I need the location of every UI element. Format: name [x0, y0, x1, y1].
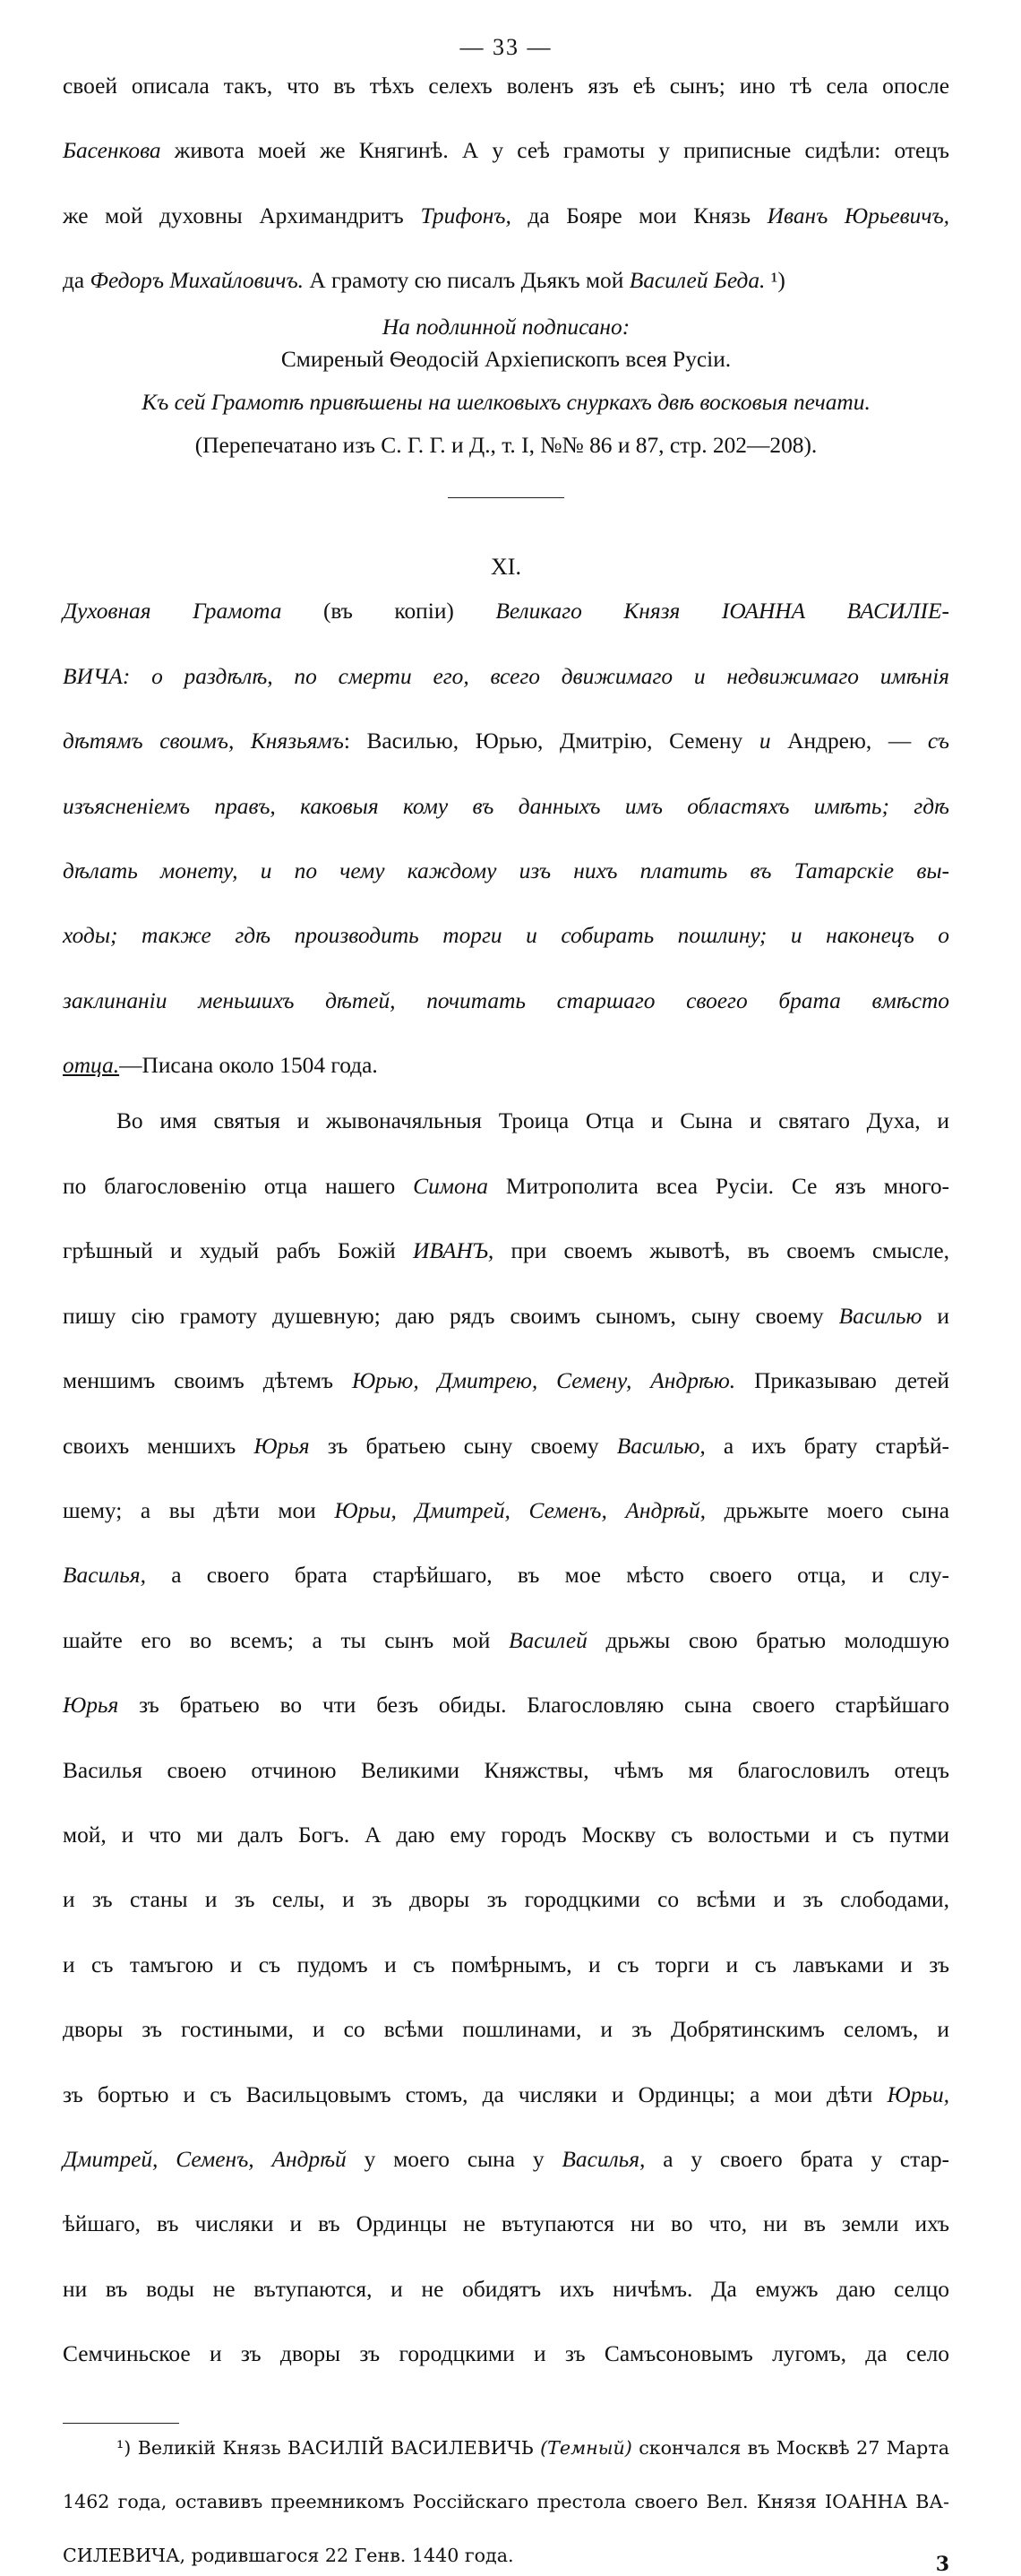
text-span: живота моей же Княгинѣ. А у сеѣ грамоты у приписные сидѣли: отецъ	[160, 138, 949, 164]
text-span: ни въ воды не вътупаются, и не обидятъ ихъ ничѣмъ. Да емужъ даю селцо	[63, 2276, 949, 2302]
italic-name: Юрья	[63, 1693, 119, 1719]
title-span: и	[759, 728, 771, 754]
italic-name: Юрьи,	[887, 2081, 949, 2107]
text-span: Во имя святыя и жывоначяльныя Троица Отца и Сына и святаго Духа, и	[116, 1108, 949, 1134]
body-line	[63, 1105, 949, 1169]
text-span: дворы зъ гостиными, и со всѣми пошлинами, и зъ Добрятинскимъ селомъ, и	[63, 2017, 949, 2043]
title-line: изъясненіемъ правъ, каковыя кому въ данныхъ имъ областяхъ имѣть; гдѣ	[63, 793, 949, 819]
reprint-note: (Перепечатано изъ С. Г. Г. и Д., т. I, №№ 86 и 87, стр. 202—208).	[194, 433, 818, 459]
text-span: мой, и что ми далъ Богъ. А даю ему городъ Москву съ волостьми и съ путми	[63, 1822, 949, 1848]
italic-name: Симона	[413, 1173, 488, 1199]
text-span	[254, 2147, 272, 2172]
body-line	[63, 1495, 949, 1559]
signature-heading: На подлинной подписано:	[382, 314, 631, 340]
body-line	[63, 1754, 949, 1819]
opening-paragraph	[63, 70, 949, 297]
text-span: пишу сію грамоту душевную; даю рядъ своимъ сыномъ, сыну своему	[63, 1303, 839, 1329]
text-span: же мой духовны Архимандритъ	[63, 202, 421, 228]
footnote	[63, 2434, 949, 2569]
text-span: своей описала такъ, что въ тѣхъ селехъ воленъ язъ еѣ сынъ; ино тѣ села опосле	[63, 73, 949, 99]
text-span: зъ братьею сыну своему	[309, 1433, 617, 1459]
body-line	[63, 1300, 949, 1365]
text-span: и съ тамъгою и съ пудомъ и съ помѣрнымъ, и съ торги и съ лавъками и зъ	[63, 1951, 949, 1977]
footnote-span: (Темный)	[540, 2436, 632, 2459]
text-span: а своего брата старѣйшаго, въ мое мѣсто своего отца, и слу-	[145, 1563, 949, 1589]
title-span: (въ копіи)	[281, 599, 496, 625]
title-line	[63, 725, 949, 789]
text-span: ѣйшаго, въ числяки и въ Ординцы не вътупаются ни во что, ни въ земли ихъ	[63, 2211, 949, 2237]
section-number: XI.	[491, 554, 521, 581]
italic-name: ИВАНЪ,	[412, 1238, 494, 1264]
title-span: ВИЧА	[63, 663, 123, 689]
text-span: зъ бортью и съ Васильцовымъ стомъ, да числяки и Ординцы; а мои дѣти	[63, 2081, 888, 2107]
text-span: грѣшный и худый рабъ Божій	[63, 1238, 413, 1264]
body-line	[63, 2143, 949, 2208]
title-line: заклинаніи меньшихъ дѣтей, почитать старшаго своего брата вмѣсто	[63, 987, 949, 1013]
body-line	[63, 1170, 949, 1235]
text-span: Митрополита всеа Русіи. Се язъ много-	[488, 1173, 949, 1199]
text-span: а ихъ брату старѣй-	[705, 1433, 950, 1459]
italic-name: Василью,	[616, 1433, 706, 1459]
text-span: Приказываю детей	[735, 1368, 949, 1394]
document-page	[63, 34, 950, 2576]
italic-name: Трифонъ,	[420, 202, 511, 228]
body-line	[63, 1624, 949, 1689]
document-title	[63, 595, 949, 1081]
italic-name: Василья,	[63, 1563, 146, 1589]
italic-name: Василью	[838, 1303, 922, 1329]
signature-name: Смиреный Ѳеодосій Архіепископъ всея Русіи.	[280, 347, 732, 373]
page-number: — 33 —	[459, 34, 553, 60]
body-line	[63, 1689, 949, 1753]
text-span: да	[63, 268, 90, 294]
footnote-span: ¹) Великій Князь ВАСИЛІЙ ВАСИЛЕВИЧЬ	[116, 2436, 541, 2459]
italic-name: Андрѣй	[271, 2146, 347, 2172]
title-span: дѣтямъ своимъ, Князьямъ	[63, 728, 344, 754]
footnote-line: 1462 года, оставивъ преемникомъ Россійскаго престола своего Вел. Князя ІОАННА ВА-	[63, 2490, 949, 2512]
body-line	[63, 1365, 949, 1429]
body-line	[63, 2338, 949, 2402]
italic-name: Юрью, Дмитрею, Семену, Андрѣю.	[351, 1368, 736, 1394]
italic-name: Василей	[508, 1627, 588, 1653]
text-span: и	[922, 1303, 949, 1329]
body-line	[63, 2079, 949, 2143]
title-line	[63, 595, 949, 659]
body-line	[63, 1819, 949, 1883]
title-span: —Писана около 1504 года.	[119, 1053, 378, 1079]
text-span: Василья своею отчиною Великими Княжствы, чѣмъ мя благословилъ отецъ	[63, 1757, 949, 1783]
text-line	[63, 70, 949, 134]
text-span: да Бояре мои Князь	[510, 202, 768, 228]
footnote-span: скончался въ Москвѣ 27 Марта	[631, 2436, 949, 2459]
italic-name: Василей Беда.	[629, 268, 766, 294]
text-span: дрьжы свою братью молодшую	[587, 1627, 949, 1653]
text-span: Семчиньское и зъ дворы зъ городцкими и зъ Самъсоновымъ лугомъ, да село	[63, 2341, 949, 2367]
italic-name: Дмитрей,	[63, 2146, 159, 2172]
text-line	[63, 134, 949, 199]
text-span: А грамоту сю писалъ Дьякъ мой	[303, 268, 630, 294]
text-span: по благословенію отца нашего	[63, 1173, 414, 1199]
title-line	[63, 660, 949, 725]
italic-name: Юрья	[253, 1433, 310, 1459]
text-span: дрьжыте моего сына	[706, 1497, 949, 1523]
italic-name: Василья,	[562, 2146, 646, 2172]
body-line	[63, 1559, 949, 1624]
body-line	[63, 2208, 949, 2272]
text-span: шайте его во всемъ; а ты сынъ мой	[63, 1627, 509, 1653]
body-line	[63, 2273, 949, 2338]
body-line	[63, 1949, 949, 2013]
title-span: Великаго Князя ІОАННА ВАСИЛІЕ-	[495, 599, 949, 625]
text-span: при своемъ жывотѣ, въ своемъ смысле,	[493, 1238, 949, 1264]
text-line	[63, 200, 949, 264]
title-span: Духовная Грамота	[63, 599, 282, 625]
text-span: у моего сына у	[346, 2146, 562, 2172]
title-span: : о раздѣлѣ, по смерти его, всего движимаго и недвижимаго имѣнія	[122, 663, 949, 689]
title-span: съ	[927, 728, 949, 754]
body-line	[63, 1235, 949, 1299]
title-span: : Василью, Юрью, Дмитрію, Семену	[343, 728, 759, 754]
text-span: своихъ меншихъ	[63, 1433, 254, 1459]
text-span: зъ братьею во чти безъ обиды. Благословляю сына своего старѣйшаго	[118, 1693, 949, 1719]
body-line	[63, 1883, 949, 1948]
italic-name: Иванъ Юрьевичъ,	[767, 202, 950, 228]
text-span: а у своего брата у стар-	[645, 2146, 949, 2172]
italic-name: Басенкова	[63, 138, 161, 164]
footnote-line	[63, 2434, 949, 2488]
title-line: ходы; также гдѣ производить торги и собирать пошлину; и наконецъ о	[63, 923, 949, 949]
title-line	[63, 1049, 949, 1081]
footnote-line: СИЛЕВИЧА, родившагося 22 Генв. 1440 года.	[63, 2544, 514, 2566]
printer-signature-mark: 3	[935, 2552, 949, 2576]
footnote-ref: ¹)	[765, 268, 785, 294]
body-paragraph	[63, 1105, 949, 2402]
italic-name: Семенъ,	[176, 2146, 254, 2172]
body-line	[63, 1430, 949, 1495]
title-span: Андрею, —	[770, 728, 928, 754]
text-line	[63, 264, 949, 297]
title-span: отца.	[63, 1053, 120, 1079]
text-span: шему; а вы дѣти мои	[63, 1497, 335, 1523]
seals-note: Къ сей Грамотѣ привѣшены на шелковыхъ снуркахъ двѣ восковыя печати.	[142, 390, 871, 416]
title-line: дѣлать монету, и по чему каждому изъ нихъ платить въ Татарскіе вы-	[63, 858, 949, 884]
body-line	[63, 2013, 949, 2078]
italic-name: Федоръ Михайловичъ.	[90, 268, 304, 294]
italic-name: Юрьи, Дмитрей, Семенъ, Андрѣй,	[334, 1497, 707, 1523]
text-span: меншимъ своимъ дѣтемъ	[63, 1368, 352, 1394]
text-span	[158, 2147, 176, 2172]
text-span: и зъ станы и зъ селы, и зъ дворы зъ городцкими со всѣми и зъ слободами,	[63, 1887, 949, 1913]
